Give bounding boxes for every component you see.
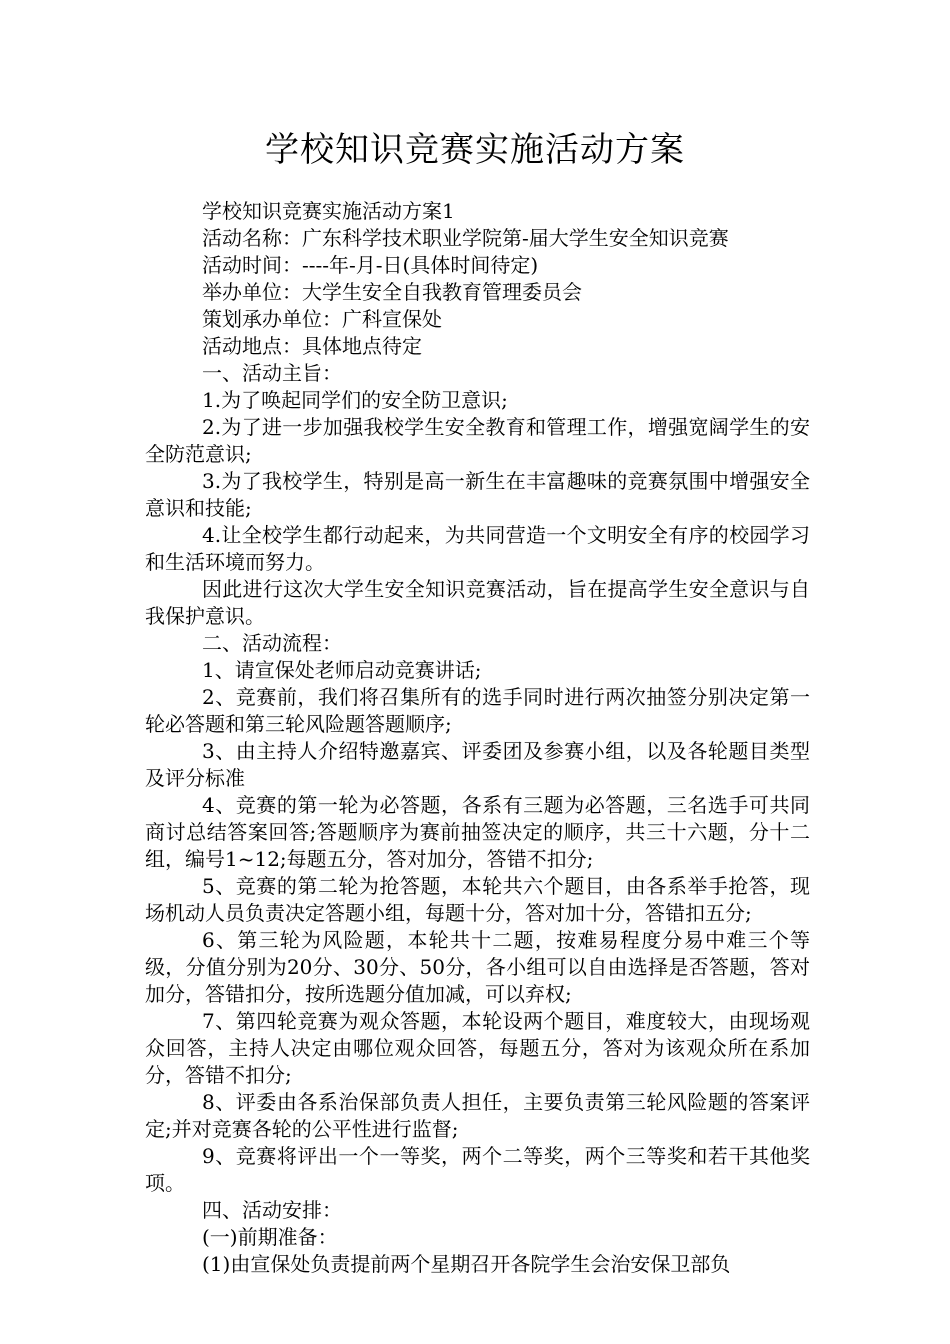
paragraph: 举办单位：大学生安全自我教育管理委员会	[202, 280, 582, 304]
paragraph: 2.为了进一步加强我校学生安全教育和管理工作，增强宽阔学生的安全防范意识;	[145, 415, 810, 466]
paragraph: 6、第三轮为风险题，本轮共十二题，按难易程度分易中难三个等级，分值分别为20分、30分、50分，各小组可以自由选择是否答题，答对加分，答错扣分，按所选题分值加减，可以弃权;	[145, 928, 810, 1006]
paragraph: 9、竞赛将评出一个一等奖，两个二等奖，两个三等奖和若干其他奖项。	[145, 1144, 810, 1195]
paragraph: 活动地点：具体地点待定	[202, 334, 422, 358]
paragraph: 8、评委由各系治保部负责人担任，主要负责第三轮风险题的答案评定;并对竞赛各轮的公平性进行监督;	[145, 1090, 810, 1141]
section-heading: 四、活动安排：	[202, 1198, 342, 1222]
section-heading: 二、活动流程：	[202, 631, 342, 655]
paragraph: 1、请宣保处老师启动竞赛讲话;	[202, 658, 482, 682]
paragraph: 学校知识竞赛实施活动方案1	[202, 199, 455, 223]
paragraph: 1.为了唤起同学们的安全防卫意识;	[202, 388, 508, 412]
paragraph: 7、第四轮竞赛为观众答题，本轮设两个题目，难度较大，由现场观众回答，主持人决定由哪位观众回答，每题五分，答对为该观众所在系加分，答错不扣分;	[145, 1009, 810, 1087]
section-heading: 一、活动主旨：	[202, 361, 342, 385]
paragraph: 5、竞赛的第二轮为抢答题，本轮共六个题目，由各系举手抢答，现场机动人员负责决定答题小组，每题十分，答对加十分，答错扣五分;	[145, 874, 810, 925]
paragraph: 活动名称：广东科学技术职业学院第-届大学生安全知识竞赛	[202, 226, 729, 250]
paragraph: 4.让全校学生都行动起来，为共同营造一个文明安全有序的校园学习和生活环境而努力。	[145, 523, 810, 574]
paragraph: 3.为了我校学生，特别是高一新生在丰富趣味的竞赛氛围中增强安全意识和技能;	[145, 469, 810, 520]
document-title: 学校知识竞赛实施活动方案	[265, 130, 685, 170]
subsection-heading: (一)前期准备：	[202, 1225, 338, 1249]
paragraph: (1)由宣保处负责提前两个星期召开各院学生会治安保卫部负	[202, 1252, 731, 1276]
paragraph: 策划承办单位：广科宣保处	[202, 307, 442, 331]
paragraph: 活动时间：----年-月-日(具体时间待定)	[202, 253, 539, 277]
paragraph: 3、由主持人介绍特邀嘉宾、评委团及参赛小组，以及各轮题目类型及评分标准	[145, 739, 810, 790]
paragraph: 2、竞赛前，我们将召集所有的选手同时进行两次抽签分别决定第一轮必答题和第三轮风险题答题顺序;	[145, 685, 810, 736]
paragraph: 因此进行这次大学生安全知识竞赛活动，旨在提高学生安全意识与自我保护意识。	[145, 577, 810, 628]
document-body	[145, 198, 810, 1278]
paragraph: 4、竞赛的第一轮为必答题，各系有三题为必答题，三名选手可共同商讨总结答案回答;答题顺序为赛前抽签决定的顺序，共三十六题，分十二组，编号1~12;每题五分，答对加分，答错不扣分;	[145, 793, 810, 871]
